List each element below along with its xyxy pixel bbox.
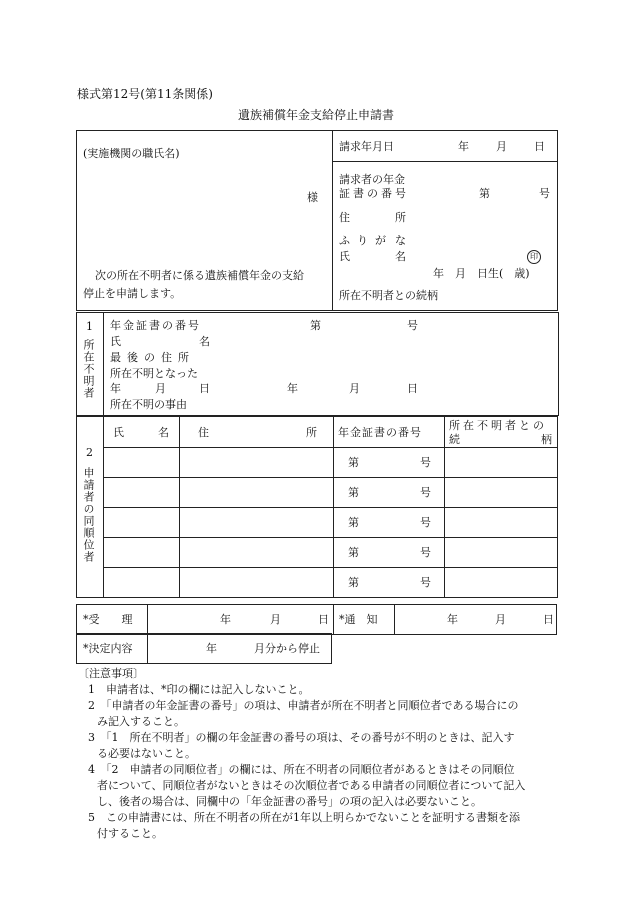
section1-table [76,312,559,416]
row1-cert-cell[interactable] [334,448,445,478]
row1-name-cell[interactable] [104,448,180,478]
table-row [77,508,558,538]
missing-since-year: 年 [110,382,121,395]
col-relation-line2-2: 柄 [541,433,552,446]
missing-since-month-2: 月 [349,382,360,395]
applicant-birth-text: 年 月 日生( 歳) [433,267,530,280]
seal-mark: 印 [527,250,541,264]
decision-year: 年 [206,642,217,655]
row5-relation-cell[interactable] [445,568,558,598]
applicant-cert-label-2: 証書の番号 [339,187,409,200]
office-receipt-table [76,604,557,635]
relation-to-missing-label: 所在不明者との続柄 [339,289,438,302]
request-text-line1: 次の所在不明者に係る遺族補償年金の支給 [95,268,304,282]
col-cert-label: 年金証書の番号 [338,426,422,439]
form-title: 遺族補償年金支給停止申請書 [238,108,395,122]
office-decision-table [76,633,332,664]
section1-number: 1 [86,320,93,333]
missing-since-year-2: 年 [287,382,298,395]
addressee-cell[interactable] [77,131,333,311]
seal-icon [527,250,541,264]
row2-name-cell[interactable] [104,478,180,508]
request-date-day: 日 [534,140,545,153]
row-go: 号 [420,456,431,469]
note-line: 4 「2 申請者の同順位者」の欄には、所在不明者の同順位者があるときはその同順位 [88,763,515,776]
furigana-ri: り [357,234,368,247]
applicant-cert-label-1: 請求者の年金 [339,173,405,186]
table-row [77,538,558,568]
applicant-cert-go: 号 [539,187,550,200]
row4-address-cell[interactable] [180,538,334,568]
notice-day: 日 [543,613,554,626]
section2-number: 2 [86,446,93,459]
col-relation-line2-1: 続 [449,433,460,446]
top-block-table [76,130,558,311]
note-line: 2 「申請者の年金証書の番号」の項は、申請者が所在不明者と同順位者である場合にの [88,699,519,712]
missing-last-address-label: 最後の住所 [110,351,195,364]
row-dai: 第 [348,516,359,529]
col-name-2: 名 [158,426,169,439]
receipt-year: 年 [220,613,231,626]
section2-label-cell [77,417,104,598]
col-name-header [104,417,180,448]
section2-vertical-label: 申請者の同順位者 [82,467,95,563]
col-relation-line1: 所在不明者との [449,419,547,432]
row4-relation-cell[interactable] [445,538,558,568]
section1-vertical-label: 所在不明者 [82,339,95,399]
furigana-ga: が [375,234,386,247]
missing-cert-dai: 第 [310,319,321,332]
row3-address-cell[interactable] [180,508,334,538]
receipt-date-cell[interactable] [148,605,334,635]
missing-name-label-1: 氏 [110,335,121,348]
receipt-month: 月 [270,613,281,626]
row5-cert-cell[interactable] [334,568,445,598]
missing-since-month: 月 [155,382,166,395]
row-go: 号 [420,576,431,589]
missing-since-day-2: 日 [407,382,418,395]
decision-label-cell [77,634,148,664]
row-go: 号 [420,546,431,559]
note-line: し、後者の場合は、同欄中の「年金証書の番号」の項の記入は必要ないこと。 [97,795,482,808]
note-line: 者について、同順位者がないときはその次順位者である申請者の同順位者について記入 [97,779,526,792]
row4-cert-cell[interactable] [334,538,445,568]
row-dai: 第 [348,576,359,589]
sama-label: 様 [307,190,318,204]
note-line: み記入すること。 [97,715,185,728]
request-date-label: 請求年月日 [339,140,394,153]
receipt-day: 日 [318,613,329,626]
applicant-cert-dai: 第 [479,187,490,200]
missing-reason-label: 所在不明の事由 [110,398,187,411]
missing-cert-go: 号 [407,319,418,332]
section1-label-cell [77,313,104,416]
table-row [77,448,558,478]
notice-year: 年 [447,613,458,626]
col-relation-header [445,417,558,448]
row2-relation-cell[interactable] [445,478,558,508]
row5-name-cell[interactable] [104,568,180,598]
col-address-1: 住 [198,426,209,439]
applicant-address-label-2: 所 [395,211,406,224]
row3-name-cell[interactable] [104,508,180,538]
notice-label-cell [334,605,395,635]
note-line: る必要はないこと。 [97,747,196,760]
row5-address-cell[interactable] [180,568,334,598]
missing-cert-label: 年金証書の番号 [110,319,201,332]
col-name-1: 氏 [113,426,124,439]
request-date-month: 月 [496,140,507,153]
row1-relation-cell[interactable] [445,448,558,478]
notice-month: 月 [495,613,506,626]
table-row [77,568,558,598]
row-dai: 第 [348,456,359,469]
missing-since-label: 所在不明となった [110,367,198,380]
request-date-cell[interactable] [333,131,558,162]
row-dai: 第 [348,546,359,559]
applicant-name-label-2: 名 [395,250,406,263]
notice-label: *通 知 [339,613,378,626]
col-address-header [180,417,334,448]
row-go: 号 [420,486,431,499]
row-go: 号 [420,516,431,529]
row1-address-cell[interactable] [180,448,334,478]
col-cert-header [334,417,445,448]
missing-name-label-2: 名 [199,335,210,348]
row2-cert-cell[interactable] [334,478,445,508]
missing-since-day: 日 [199,382,210,395]
receipt-label-cell [77,605,148,635]
col-address-2: 所 [306,426,317,439]
request-text-line2: 停止を申請します。 [83,286,182,300]
furigana-na: な [395,234,406,247]
applicant-address-label-1: 住 [339,211,350,224]
row-dai: 第 [348,486,359,499]
row2-address-cell[interactable] [180,478,334,508]
note-line: 5 この申請書には、所在不明者の所在が1年以上明らかでないことを証明する書類を添 [88,811,520,824]
applicant-name-label-1: 氏 [339,250,350,263]
section1-body-cell[interactable] [104,313,559,416]
form-number: 様式第12号(第11条関係) [77,87,213,101]
note-line: 1 申請者は、*印の欄には記入しないこと。 [88,683,310,696]
note-line: 付すること。 [97,827,163,840]
row4-name-cell[interactable] [104,538,180,568]
receipt-label: *受 理 [83,613,133,626]
applicant-cell[interactable] [333,162,558,311]
table-row [77,478,558,508]
request-date-year: 年 [458,140,469,153]
note-line: 3 「1 所在不明者」の欄の年金証書の番号の項は、その番号が不明のときは、記入す [88,731,515,744]
notice-date-cell[interactable] [395,605,557,635]
addressee-label: (実施機関の職氏名) [83,146,180,160]
notes-heading: 〔注意事項〕 [78,667,144,680]
row3-cert-cell[interactable] [334,508,445,538]
furigana-fu: ふ [339,234,350,247]
decision-text: 月分から停止 [254,642,320,655]
row3-relation-cell[interactable] [445,508,558,538]
section2-table [76,416,558,598]
decision-value-cell[interactable] [148,634,332,664]
decision-label: *決定内容 [83,642,133,655]
